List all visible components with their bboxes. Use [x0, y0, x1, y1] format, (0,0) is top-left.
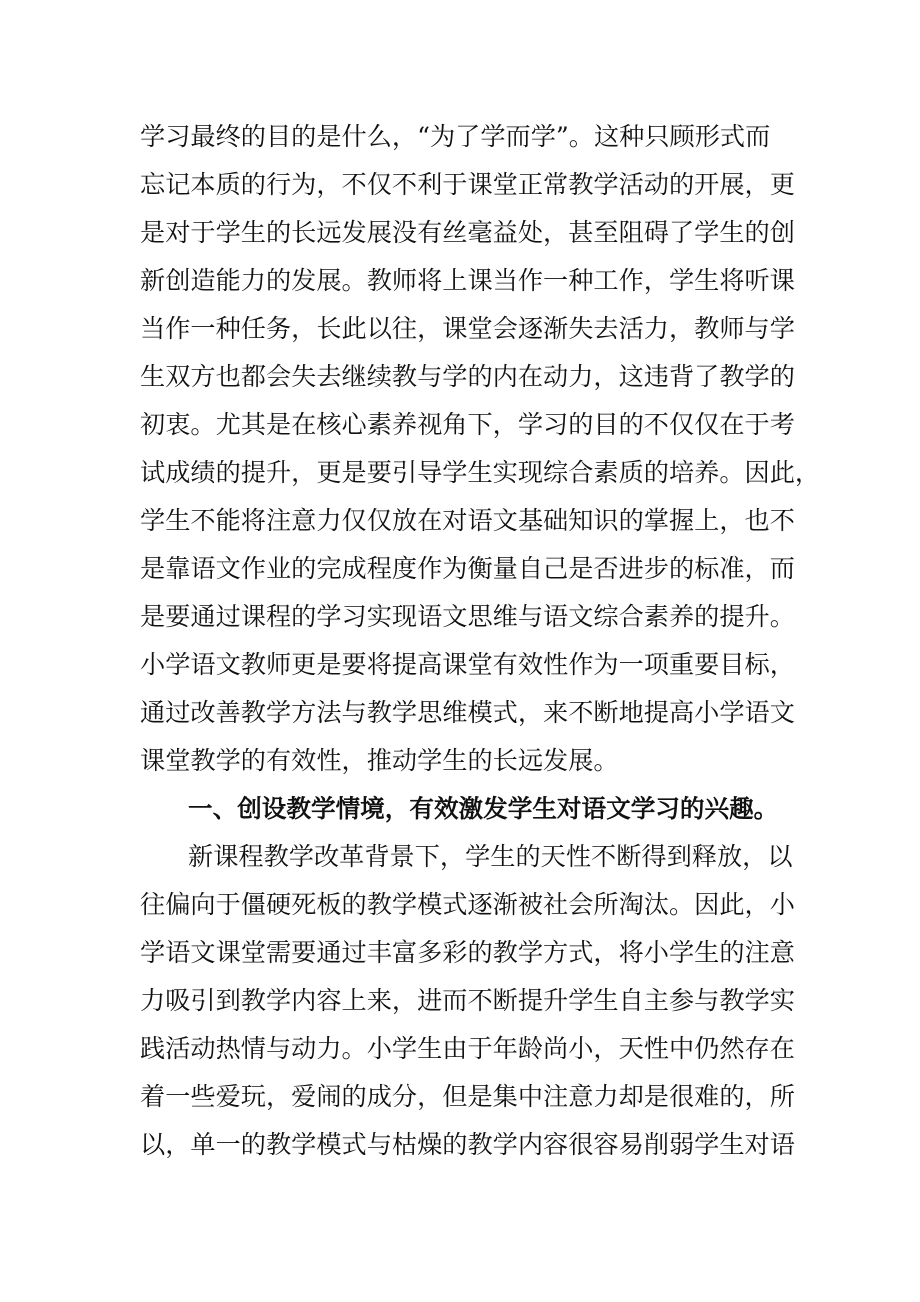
- text-line: 是要通过课程的学习实现语文思维与语文综合素养的提升。: [140, 602, 795, 631]
- text-line: 新创造能力的发展。教师将上课当作一种工作，学生将听课: [140, 266, 795, 295]
- text-line: 学语文课堂需要通过丰富多彩的教学方式，将小学生的注意: [140, 938, 795, 967]
- text-line: 学生不能将注意力仅仅放在对语文基础知识的掌握上，也不: [140, 506, 795, 535]
- text-line: 往偏向于僵硬死板的教学模式逐渐被社会所淘汰。因此，小: [140, 890, 795, 919]
- text-line: 小学语文教师更是要将提高课堂有效性作为一项重要目标，: [140, 650, 795, 679]
- text-line: 试成绩的提升，更是要引导学生实现综合素质的培养。因此，: [140, 458, 821, 487]
- body-text: [140, 113, 821, 1169]
- text-line: 着一些爱玩，爱闹的成分，但是集中注意力却是很难的，所: [140, 1082, 795, 1111]
- text-line: 学习最终的目的是什么，“为了学而学”。这种只顾形式而: [140, 122, 771, 151]
- text-line: 以，单一的教学模式与枯燥的教学内容很容易削弱学生对语: [140, 1130, 795, 1159]
- text-line: 践活动热情与动力。小学生由于年龄尚小，天性中仍然存在: [140, 1034, 795, 1063]
- text-line: 课堂教学的有效性，推动学生的长远发展。: [140, 746, 619, 775]
- section-heading: 一、创设教学情境，有效激发学生对语文学习的兴趣。: [188, 794, 779, 823]
- text-line: 新课程教学改革背景下，学生的天性不断得到释放，以: [188, 842, 793, 871]
- text-line: 通过改善教学方法与教学思维模式，来不断地提高小学语文: [140, 698, 795, 727]
- text-line: 初衷。尤其是在核心素养视角下，学习的目的不仅仅在于考: [140, 410, 795, 439]
- text-line: 是对于学生的长远发展没有丝毫益处，甚至阻碍了学生的创: [140, 218, 795, 247]
- text-line: 是靠语文作业的完成程度作为衡量自己是否进步的标准，而: [140, 554, 795, 583]
- text-line: 生双方也都会失去继续教与学的内在动力，这违背了教学的: [140, 362, 795, 391]
- text-line: 力吸引到教学内容上来，进而不断提升学生自主参与教学实: [140, 986, 795, 1015]
- text-line: 当作一种任务，长此以往，课堂会逐渐失去活力，教师与学: [140, 314, 795, 343]
- text-line: 忘记本质的行为，不仅不利于课堂正常教学活动的开展，更: [140, 170, 795, 199]
